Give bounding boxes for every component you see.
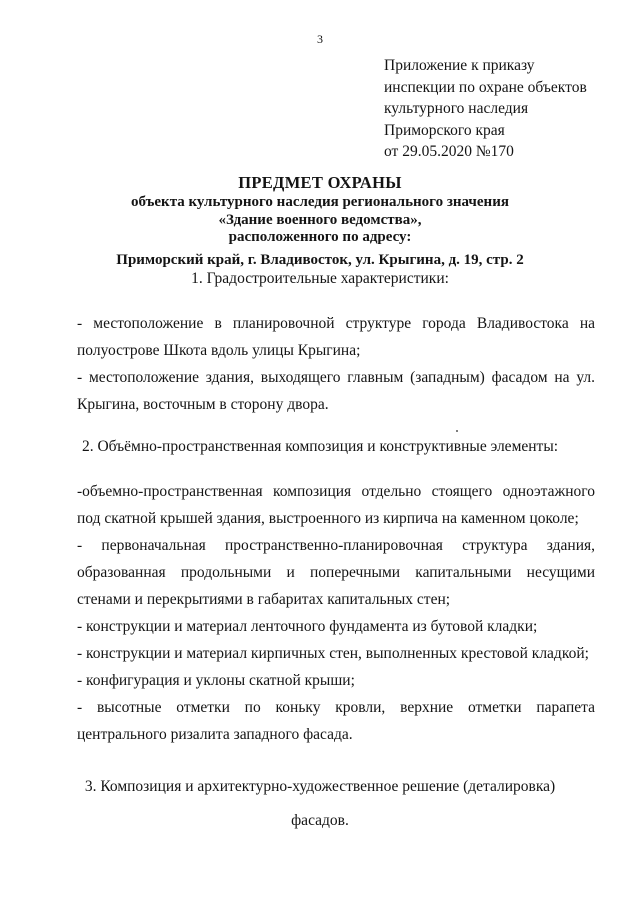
list-item: - конфигурация и уклоны скатной крыши; — [77, 672, 355, 689]
section-2-heading: 2. Объёмно-пространственная композиция и конструктивные элементы: — [81, 438, 559, 455]
appendix-note — [384, 55, 587, 163]
list-item: - первоначальная пространственно-планировочная структура здания, образованная продольными и поперечными капитальными несущими стенами и перекрытиями в габаритах капитальных стен; — [77, 537, 595, 608]
title-main: ПРЕДМЕТ ОХРАНЫ — [238, 173, 402, 192]
appendix-line: инспекции по охране объектов — [384, 78, 587, 96]
page-number: 3 — [317, 32, 323, 46]
title-object-name: «Здание военного ведомства», — [218, 211, 422, 228]
section-3-heading — [0, 770, 640, 838]
scan-speck — [456, 430, 458, 432]
appendix-date-line: от 29.05.2020 №170 — [384, 143, 514, 160]
list-item: - высотные отметки по коньку кровли, верхние отметки парапета центрального ризалита западного фасада. — [77, 699, 595, 743]
appendix-line: Приморского края — [384, 121, 505, 139]
list-item: -объемно-пространственная композиция отдельно стоящего одноэтажного под скатной крышей здания, выстроенного из кирпича на каменном цоколе; — [77, 483, 595, 527]
list-item: - местоположение в планировочной структуре города Владивостока на полуострове Шкота вдоль улицы Крыгина; — [77, 315, 595, 359]
document-title — [0, 172, 640, 270]
title-object-line: объекта культурного наследия регионального значения — [131, 194, 509, 210]
section-2-list — [77, 478, 595, 748]
list-item: - местоположение здания, выходящего главным (западным) фасадом на ул. Крыгина, восточным в сторону двора. — [77, 369, 595, 413]
list-item: - конструкции и материал ленточного фундамента из бутовой кладки; — [77, 618, 538, 635]
appendix-line: Приложение к приказу — [384, 57, 535, 74]
section-3-heading-line: 3. Композиция и архитектурно-художественное решение (деталировка) — [84, 778, 556, 795]
appendix-line: культурного наследия — [384, 100, 529, 117]
section-3-heading-line: фасадов. — [291, 812, 349, 829]
title-address: Приморский край, г. Владивосток, ул. Крыгина, д. 19, стр. 2 — [116, 251, 524, 268]
list-item: - конструкции и материал кирпичных стен, выполненных крестовой кладкой; — [77, 645, 589, 662]
title-location-line: расположенного по адресу: — [228, 229, 412, 245]
section-1-list — [77, 310, 595, 418]
section-1-heading: 1. Градостроительные характеристики: — [191, 270, 449, 287]
